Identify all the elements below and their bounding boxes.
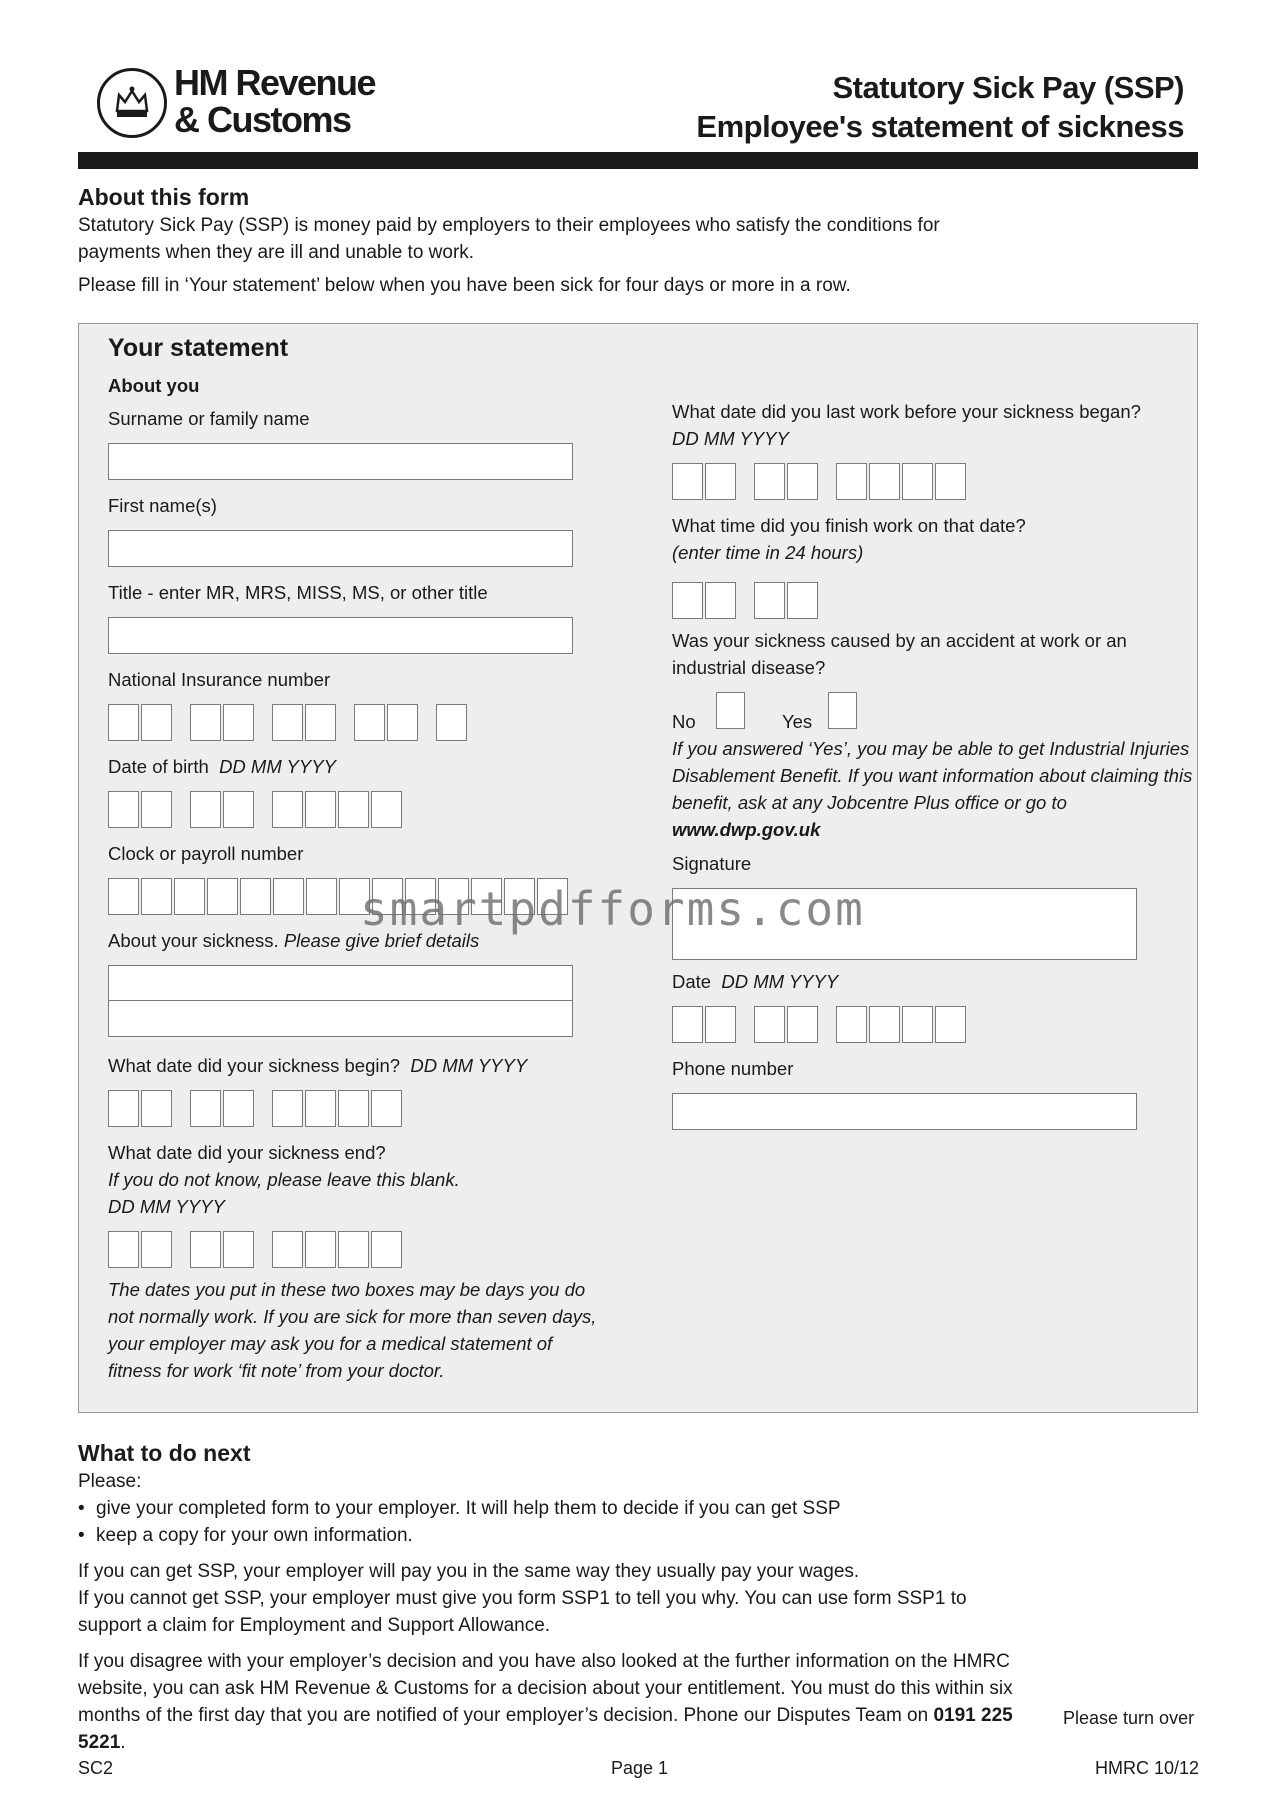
sickness-details-input[interactable]: [108, 965, 573, 1037]
surname-label: Surname or family name: [108, 408, 310, 429]
character-box[interactable]: [108, 704, 139, 741]
character-box[interactable]: [338, 1090, 369, 1127]
character-box[interactable]: [223, 791, 254, 828]
dates-note: The dates you put in these two boxes may be days you do not normally work. If you are sick for more than seven days, your employer may ask you for a medical statement of fitness for work ‘fit note’ from your doctor.: [108, 1279, 597, 1381]
character-box[interactable]: [272, 791, 303, 828]
end-format: DD MM YYYY: [108, 1196, 225, 1217]
character-box[interactable]: [935, 463, 966, 500]
character-box[interactable]: [902, 1006, 933, 1043]
box-group: [272, 1090, 404, 1127]
ni-label: National Insurance number: [108, 669, 331, 690]
character-box[interactable]: [902, 463, 933, 500]
form-code: SC2: [78, 1758, 114, 1778]
character-box[interactable]: [672, 463, 703, 500]
character-box[interactable]: [672, 582, 703, 619]
lastwork-format: DD MM YYYY: [672, 428, 789, 449]
character-box[interactable]: [240, 878, 271, 915]
box-group: [436, 704, 469, 741]
character-box[interactable]: [705, 582, 736, 619]
box-group: [836, 463, 968, 500]
character-box[interactable]: [672, 1006, 703, 1043]
next-para2: If you disagree with your employer’s decision and you have also looked at the further information on the HMRC website, you can ask HM Revenue & Customs for a decision about your entitlement. You must do this within six months of the first day that you are notified of your employer’s decision. Phone our Disputes Team on 0191 225 5221.: [78, 1651, 1013, 1753]
about-form-para1: Statutory Sick Pay (SSP) is money paid by employers to their employees who satisfy the conditions for payments when they are ill and unable to work.: [78, 215, 940, 263]
character-box[interactable]: [108, 791, 139, 828]
ni-number-boxes[interactable]: [108, 704, 485, 741]
form-title-line2: Employee's statement of sickness: [696, 109, 1184, 144]
next-bullet-2: • keep a copy for your own information.: [78, 1522, 1078, 1549]
character-box[interactable]: [141, 704, 172, 741]
box-group: [754, 582, 820, 619]
date-label-text: Date: [672, 971, 712, 992]
box-group: [754, 1006, 820, 1043]
box-group: [108, 704, 174, 741]
surname-input[interactable]: [108, 443, 573, 480]
signature-label: Signature: [672, 853, 752, 874]
box-group: [672, 582, 738, 619]
character-box[interactable]: [935, 1006, 966, 1043]
hmrc-crest-logo: [97, 68, 167, 138]
character-box[interactable]: [305, 1090, 336, 1127]
box-group: [272, 791, 404, 828]
end-hint: If you do not know, please leave this blank.: [108, 1169, 460, 1190]
header-rule: [78, 152, 1198, 169]
box-group: [354, 704, 420, 741]
page-number: Page 1: [611, 1758, 669, 1778]
begin-label: [108, 1052, 527, 1079]
character-box[interactable]: [436, 704, 467, 741]
character-box[interactable]: [371, 791, 402, 828]
end-date-boxes[interactable]: [108, 1231, 420, 1268]
character-box[interactable]: [223, 704, 254, 741]
dwp-link[interactable]: www.dwp.gov.uk: [672, 819, 821, 840]
character-box[interactable]: [190, 1090, 221, 1127]
no-checkbox[interactable]: [716, 692, 745, 729]
about-you-heading: About you: [108, 375, 200, 396]
box-group: [272, 1231, 404, 1268]
dob-label-text: Date of birth: [108, 756, 209, 777]
begin-date-boxes[interactable]: [108, 1090, 420, 1127]
firstname-label: First name(s): [108, 495, 217, 516]
form-title: [696, 68, 1184, 146]
lastwork-label: What date did you last work before your sickness began?: [672, 401, 1141, 422]
character-box[interactable]: [108, 1231, 139, 1268]
yes-checkbox[interactable]: [828, 692, 857, 729]
phone-input[interactable]: [672, 1093, 1137, 1130]
hmrc-ref: HMRC 10/12: [1095, 1758, 1200, 1778]
accident-label: Was your sickness caused by an accident at work or an industrial disease?: [672, 630, 1127, 678]
character-box[interactable]: [836, 1006, 867, 1043]
sickness-details-divider: [109, 1000, 572, 1001]
logo-text-line2: & Customs: [174, 99, 351, 140]
character-box[interactable]: [190, 704, 221, 741]
box-group: [108, 1090, 174, 1127]
character-box[interactable]: [108, 878, 139, 915]
box-group: [190, 1231, 256, 1268]
next-bullet-1: • give your completed form to your employer. It will help them to decide if you can get SSP: [78, 1495, 1078, 1522]
watermark-text: smartpdfforms.com: [360, 882, 865, 936]
box-group: [672, 463, 738, 500]
next-para2-text: If you disagree with your employer’s decision and you have also looked at the further information on the HMRC website, you can ask HM Revenue & Customs for a decision about your entitlement. You must do this within six months of the first day that you are notified of your employer’s decision. Phone our Disputes Team on: [78, 1651, 1013, 1726]
box-group: [108, 1231, 174, 1268]
character-box[interactable]: [223, 1090, 254, 1127]
box-group: [754, 463, 820, 500]
finish-hint: (enter time in 24 hours): [672, 542, 864, 563]
about-form-para2: Please fill in ‘Your statement’ below when you have been sick for four days or more in a row.: [78, 275, 851, 296]
character-box[interactable]: [305, 1231, 336, 1268]
no-label: No: [672, 711, 696, 732]
character-box[interactable]: [754, 1006, 785, 1043]
next-para1a: If you can get SSP, your employer will pay you in the same way they usually pay your wages.: [78, 1561, 860, 1582]
character-box[interactable]: [836, 463, 867, 500]
character-box[interactable]: [787, 582, 818, 619]
box-group: [836, 1006, 968, 1043]
character-box[interactable]: [190, 1231, 221, 1268]
character-box[interactable]: [371, 1090, 402, 1127]
dob-label: [108, 753, 336, 780]
phone-label: Phone number: [672, 1058, 794, 1079]
iidb-note: [672, 735, 1202, 843]
character-box[interactable]: [207, 878, 238, 915]
character-box[interactable]: [272, 704, 303, 741]
character-box[interactable]: [108, 1090, 139, 1127]
next-bullet-list: [78, 1495, 1078, 1549]
form-title-line1: Statutory Sick Pay (SSP): [832, 70, 1184, 105]
character-box[interactable]: [705, 463, 736, 500]
box-group: [108, 791, 174, 828]
character-box[interactable]: [272, 1090, 303, 1127]
iidb-note-text: If you answered ‘Yes’, you may be able to get Industrial Injuries Disablement Benefit. If you want information about claiming this benefit, ask at any Jobcentre Plus office or go to: [672, 738, 1193, 813]
character-box[interactable]: [869, 1006, 900, 1043]
begin-format: DD MM YYYY: [410, 1055, 528, 1076]
title-label: Title - enter MR, MRS, MISS, MS, or other title: [108, 582, 488, 603]
dob-boxes[interactable]: [108, 791, 420, 828]
character-box[interactable]: [754, 463, 785, 500]
character-box[interactable]: [338, 791, 369, 828]
next-para1b: If you cannot get SSP, your employer must give you form SSP1 to tell you why. You can use form SSP1 to support a claim for Employment and Support Allowance.: [78, 1588, 967, 1636]
date-label: [672, 968, 838, 995]
firstname-input[interactable]: [108, 530, 573, 567]
begin-label-text: What date did your sickness begin?: [108, 1055, 401, 1076]
box-group: [190, 791, 256, 828]
box-group: [190, 1090, 256, 1127]
character-box[interactable]: [272, 1231, 303, 1268]
finish-label: What time did you finish work on that date?: [672, 515, 1026, 536]
character-box[interactable]: [141, 791, 172, 828]
character-box[interactable]: [190, 791, 221, 828]
lastwork-date-boxes[interactable]: [672, 463, 984, 500]
title-input[interactable]: [108, 617, 573, 654]
character-box[interactable]: [141, 1090, 172, 1127]
character-box[interactable]: [705, 1006, 736, 1043]
character-box[interactable]: [306, 878, 337, 915]
next-heading: What to do next: [78, 1440, 251, 1466]
finish-time-boxes[interactable]: [672, 582, 836, 619]
yes-label: Yes: [782, 711, 813, 732]
statement-heading: Your statement: [108, 334, 289, 362]
logo-text-line1: HM Revenue: [174, 62, 376, 103]
next-please: Please:: [78, 1471, 142, 1492]
character-box[interactable]: [223, 1231, 254, 1268]
signature-date-boxes[interactable]: [672, 1006, 984, 1043]
character-box[interactable]: [787, 463, 818, 500]
character-box[interactable]: [305, 704, 336, 741]
character-box[interactable]: [787, 1006, 818, 1043]
character-box[interactable]: [869, 463, 900, 500]
character-box[interactable]: [354, 704, 385, 741]
character-box[interactable]: [338, 1231, 369, 1268]
character-box[interactable]: [273, 878, 304, 915]
box-group: [272, 704, 338, 741]
disputes-phone: 0191 225 5221: [78, 1705, 1013, 1753]
character-box[interactable]: [141, 1231, 172, 1268]
character-box[interactable]: [754, 582, 785, 619]
sickness-label-text: About your sickness.: [108, 930, 279, 951]
date-format: DD MM YYYY: [721, 971, 839, 992]
crown-icon: [112, 83, 152, 123]
box-group: [190, 704, 256, 741]
end-label: What date did your sickness end?: [108, 1142, 386, 1163]
character-box[interactable]: [141, 878, 172, 915]
character-box[interactable]: [305, 791, 336, 828]
character-box[interactable]: [371, 1231, 402, 1268]
turn-over-note: Please turn over: [1063, 1708, 1195, 1728]
dob-format: DD MM YYYY: [219, 756, 336, 777]
sickness-hint: Please give brief details: [283, 930, 480, 951]
character-box[interactable]: [174, 878, 205, 915]
clock-label: Clock or payroll number: [108, 843, 304, 864]
character-box[interactable]: [387, 704, 418, 741]
box-group: [672, 1006, 738, 1043]
about-form-heading: About this form: [78, 184, 250, 210]
